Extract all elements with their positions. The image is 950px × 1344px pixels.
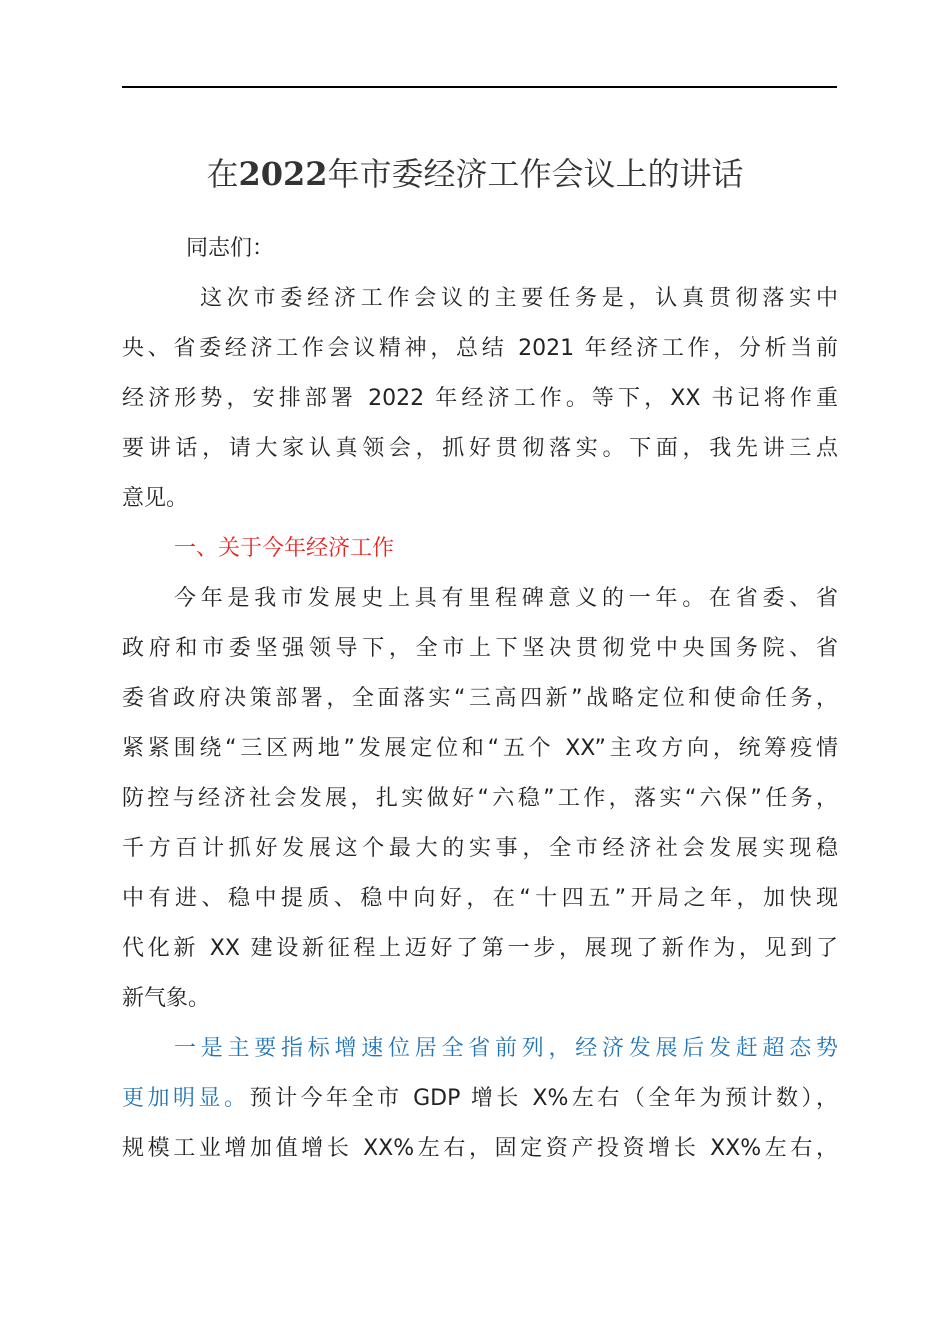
intro-line: 要讲话，请大家认真领会，抓好贯彻落实。下面，我先讲三点: [122, 436, 838, 461]
section-line: 防控与经济社会发展，扎实做好“六稳”工作，落实“六保”任务，: [122, 786, 838, 811]
section-line: 新气象。: [122, 986, 211, 1011]
document-body: [122, 224, 838, 1174]
greeting: 同志们：: [186, 236, 275, 261]
section-line: 今年是我市发展史上具有里程碑意义的一年。在省委、省: [174, 586, 838, 611]
intro-line: 意见。: [122, 486, 189, 511]
point-line: [122, 1074, 838, 1124]
header-rule: [122, 86, 837, 88]
section-line: 中有进、稳中提质、稳中向好，在“十四五”开局之年，加快现: [122, 886, 838, 911]
intro-line: 这次市委经济工作会议的主要任务是，认真贯彻落实中: [200, 286, 838, 311]
section-line: 代化新 XX 建设新征程上迈好了第一步，展现了新作为，见到了: [122, 936, 838, 961]
intro-line: 经济形势，安排部署 2022 年经济工作。等下，XX 书记将作重: [122, 386, 838, 411]
section-line: 委省政府决策部署，全面落实“三高四新”战略定位和使命任务，: [122, 686, 838, 711]
section-line: 政府和市委坚强领导下，全市上下坚决贯彻党中央国务院、省: [122, 636, 838, 661]
title-suffix: 年市委经济工作会议上的讲话: [327, 155, 744, 193]
point-text: 预计今年全市 GDP 增长 X%左右（全年为预计数），: [249, 1086, 838, 1111]
point-heading-end: 更加明显。: [122, 1086, 250, 1111]
page-title: [0, 148, 950, 200]
point-line: 规模工业增加值增长 XX%左右，固定资产投资增长 XX%左右，: [122, 1136, 838, 1161]
title-year: 2022: [238, 155, 328, 193]
section-line: 千方百计抓好发展这个最大的实事，全市经济社会发展实现稳: [122, 836, 838, 861]
title-prefix: 在: [206, 155, 239, 193]
section-heading: 一、关于今年经济工作: [174, 536, 395, 561]
section-line: 紧紧围绕“三区两地”发展定位和“五个 XX”主攻方向，统筹疫情: [122, 736, 838, 761]
intro-line: 央、省委经济工作会议精神，总结 2021 年经济工作，分析当前: [122, 336, 838, 361]
point-heading: 一是主要指标增速位居全省前列，经济发展后发赶超态势: [174, 1036, 838, 1061]
